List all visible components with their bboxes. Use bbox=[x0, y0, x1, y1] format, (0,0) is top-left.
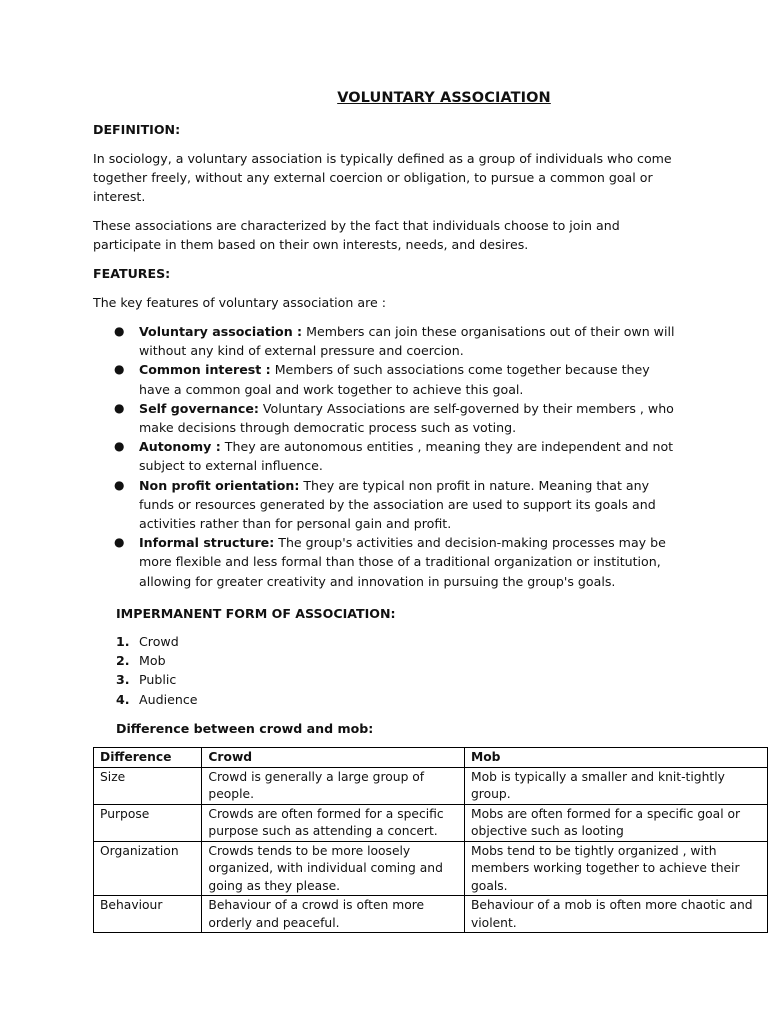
definition-paragraph-2: These associations are characterized by the fact that individuals choose to join and participate in them based on their own interests, needs, and desires. bbox=[93, 218, 620, 252]
feature-term: Common interest : bbox=[139, 362, 271, 378]
table-row bbox=[94, 767, 768, 804]
feature-term: Self governance: bbox=[139, 400, 259, 416]
table-row bbox=[94, 896, 768, 933]
list-label: Audience bbox=[139, 691, 198, 707]
table-cell-text: Mob is typically a smaller and knit-tightly group. bbox=[470, 769, 725, 801]
list-number: 3. bbox=[116, 672, 130, 688]
feature-text: Voluntary Associations are self-governed by their members , who make decisions through democratic process such as voting. bbox=[139, 400, 674, 436]
feature-term: Non profit orientation: bbox=[139, 477, 300, 493]
bullet-icon: ● bbox=[114, 324, 125, 338]
table-header-cell: Mob bbox=[464, 748, 767, 768]
table-cell: Organization bbox=[94, 841, 202, 896]
bullet-icon: ● bbox=[114, 535, 125, 550]
feature-item bbox=[93, 360, 683, 398]
table-header-cell: Difference bbox=[94, 748, 202, 768]
table-cell-text: Mobs tend to be tightly organized , with members working together to achieve their goals. bbox=[470, 843, 740, 893]
feature-term: Autonomy : bbox=[139, 439, 221, 455]
feature-item bbox=[93, 399, 683, 437]
list-label: Crowd bbox=[139, 634, 179, 649]
table-row bbox=[94, 841, 768, 896]
table-cell: Crowd is generally a large group of people. bbox=[202, 767, 465, 804]
impermanent-heading: IMPERMANENT FORM OF ASSOCIATION: bbox=[116, 606, 396, 621]
list-item bbox=[116, 690, 198, 709]
table-cell: Size bbox=[94, 767, 202, 804]
document-title: VOLUNTARY ASSOCIATION bbox=[337, 90, 551, 106]
list-number: 2. bbox=[116, 653, 130, 669]
feature-text: They are typical non profit in nature. Meaning that any funds or resources generated by the association are used to support its goals and activities rather than for personal gain and profit. bbox=[139, 477, 656, 532]
feature-text: Members can join these organisations out of their own will without any kind of external pressure and coercion. bbox=[139, 324, 675, 359]
table-cell bbox=[464, 804, 767, 841]
bullet-icon: ● bbox=[114, 477, 125, 492]
table-cell-text: Mobs are often formed for a specific goal or objective such as looting bbox=[470, 806, 741, 838]
bullet-icon: ● bbox=[114, 362, 125, 377]
feature-text: They are autonomous entities , meaning they are independent and not subject to external influence. bbox=[139, 439, 674, 474]
table-header-row bbox=[94, 748, 768, 768]
list-label: Mob bbox=[139, 653, 166, 669]
definition-heading: DEFINITION: bbox=[93, 122, 181, 137]
table-cell bbox=[464, 896, 767, 933]
list-label: Public bbox=[139, 672, 177, 688]
feature-text: The group's activities and decision-making processes may be more flexible and less formal than those of a traditional organization or institution, allowing for greater creativity and innovation in pursuing the group's goals. bbox=[139, 535, 666, 589]
table-cell: Behaviour of a crowd is often more orderly and peaceful. bbox=[202, 896, 465, 933]
feature-term: Informal structure: bbox=[139, 535, 275, 551]
table-cell bbox=[464, 841, 767, 896]
feature-item bbox=[93, 476, 683, 534]
bullet-icon: ● bbox=[114, 400, 125, 415]
table-cell: Purpose bbox=[94, 804, 202, 841]
table-cell: Behaviour bbox=[94, 896, 202, 933]
feature-text: Members of such associations come together because they have a common goal and work together to achieve this goal. bbox=[139, 362, 650, 397]
bullet-icon: ● bbox=[114, 439, 125, 454]
features-list bbox=[93, 322, 683, 591]
feature-item bbox=[93, 322, 683, 360]
list-number: 1. bbox=[116, 634, 130, 649]
list-item bbox=[116, 670, 198, 689]
table-header-cell: Crowd bbox=[202, 748, 465, 768]
impermanent-forms-list bbox=[116, 632, 198, 709]
difference-table bbox=[93, 747, 768, 933]
list-item bbox=[116, 632, 198, 651]
table-cell-text: Behaviour of a mob is often more chaotic and violent. bbox=[470, 898, 753, 930]
table-row bbox=[94, 804, 768, 841]
feature-term: Voluntary association : bbox=[139, 324, 303, 339]
table-cell: Crowds tends to be more loosely organized, with individual coming and going as they please. bbox=[202, 841, 465, 896]
definition-paragraph-1: In sociology, a voluntary association is typically defined as a group of individuals who come together freely, without any external coercion or obligation, to pursue a common goal or interest. bbox=[93, 151, 672, 204]
features-heading: FEATURES: bbox=[93, 266, 171, 281]
list-number: 4. bbox=[116, 691, 130, 707]
features-intro: The key features of voluntary association are : bbox=[93, 295, 386, 310]
table-cell bbox=[464, 767, 767, 804]
difference-heading: Difference between crowd and mob: bbox=[116, 721, 374, 736]
table-cell: Crowds are often formed for a specific purpose such as attending a concert. bbox=[202, 804, 465, 841]
feature-item bbox=[93, 533, 683, 591]
feature-item bbox=[93, 437, 683, 475]
list-item bbox=[116, 651, 198, 670]
